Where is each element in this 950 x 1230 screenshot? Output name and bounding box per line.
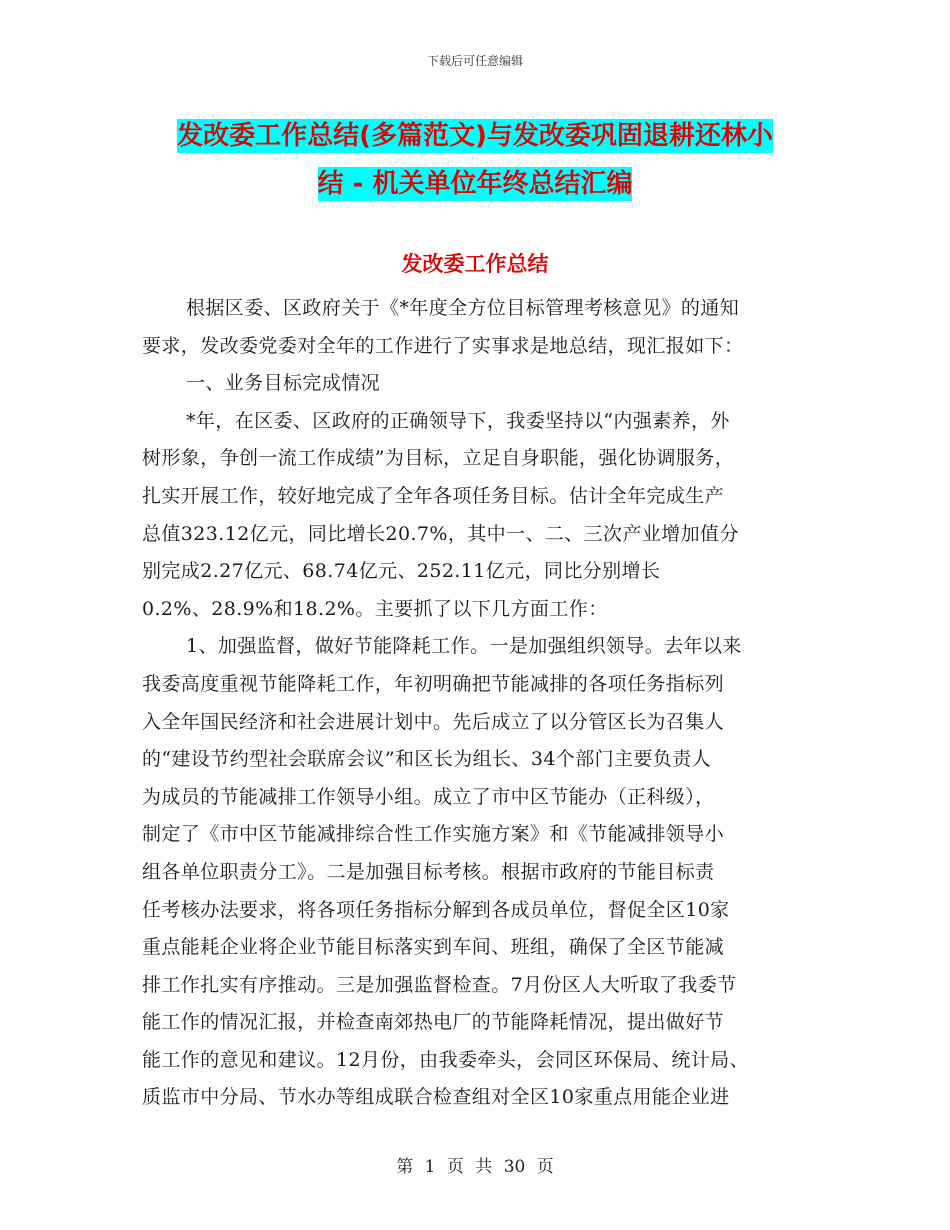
- body-line: 为成员的节能减排工作领导小组。成立了市中区节能办（正科级），: [142, 785, 715, 808]
- body-line: 任考核办法要求，将各项任务指标分解到各成员单位，督促全区10家: [142, 898, 730, 921]
- body-line: 能工作的意见和建议。12月份，由我委牵头，会同区环保局、统计局、: [142, 1048, 749, 1071]
- body-text: [142, 290, 810, 1117]
- title-line-1: 发改委工作总结(多篇范文)与发改委巩固退耕还林小: [177, 121, 773, 151]
- body-line: 排工作扎实有序推动。三是加强监督检查。7月份区人大听取了我委节: [142, 973, 737, 996]
- body-line: 组各单位职责分工》。二是加强目标考核。根据市政府的节能目标责: [142, 860, 715, 883]
- title-line-2: 结 - 机关单位年终总结汇编: [317, 169, 633, 199]
- body-line: 质监市中分局、节水办等组成联合检查组对全区10家重点用能企业进: [142, 1086, 730, 1109]
- page-footer: 第 1 页 共 30 页: [396, 1157, 554, 1177]
- body-line: *年，在区委、区政府的正确领导下，我委坚持以“内强素养，外: [186, 409, 730, 432]
- body-line: 重点能耗企业将企业节能目标落实到车间、班组，确保了全区节能减: [142, 936, 725, 959]
- body-line: 一、业务目标完成情况: [186, 372, 381, 395]
- body-line: 入全年国民经济和社会进展计划中。先后成立了以分管区长为召集人: [142, 710, 725, 733]
- body-line: 1、加强监督，做好节能降耗工作。一是加强组织领导。去年以来: [186, 635, 742, 658]
- body-line: 扎实开展工作，较好地完成了全年各项任务目标。估计全年完成生产: [142, 484, 725, 507]
- download-note: 下载后可任意编辑: [426, 54, 523, 68]
- body-line: 0.2%、28.9%和18.2%。主要抓了以下几方面工作：: [142, 597, 608, 620]
- body-line: 制定了《市中区节能减排综合性工作实施方案》和《节能减排领导小: [142, 823, 725, 846]
- body-line: 别完成2.27亿元、68.74亿元、252.11亿元，同比分别增长: [142, 560, 661, 583]
- document-title: [140, 112, 810, 208]
- section-title: 发改委工作总结: [401, 252, 549, 276]
- body-line: 要求，发改委党委对全年的工作进行了实事求是地总结，现汇报如下：: [142, 334, 744, 357]
- body-line: 总值323.12亿元，同比增长20.7%，其中一、二、三次产业增加值分: [142, 522, 739, 545]
- body-line: 根据区委、区政府关于《*年度全方位目标管理考核意见》的通知: [186, 297, 740, 319]
- body-line: 我委高度重视节能降耗工作，年初明确把节能减排的各项任务指标列: [142, 672, 725, 695]
- body-line: 树形象，争创一流工作成绩”为目标，立足自身职能，强化协调服务，: [142, 447, 735, 470]
- body-line: 的“建设节约型社会联席会议”和区长为组长、34个部门主要负责人: [142, 748, 712, 771]
- body-line: 能工作的情况汇报，并检查南郊热电厂的节能降耗情况，提出做好节: [142, 1011, 725, 1034]
